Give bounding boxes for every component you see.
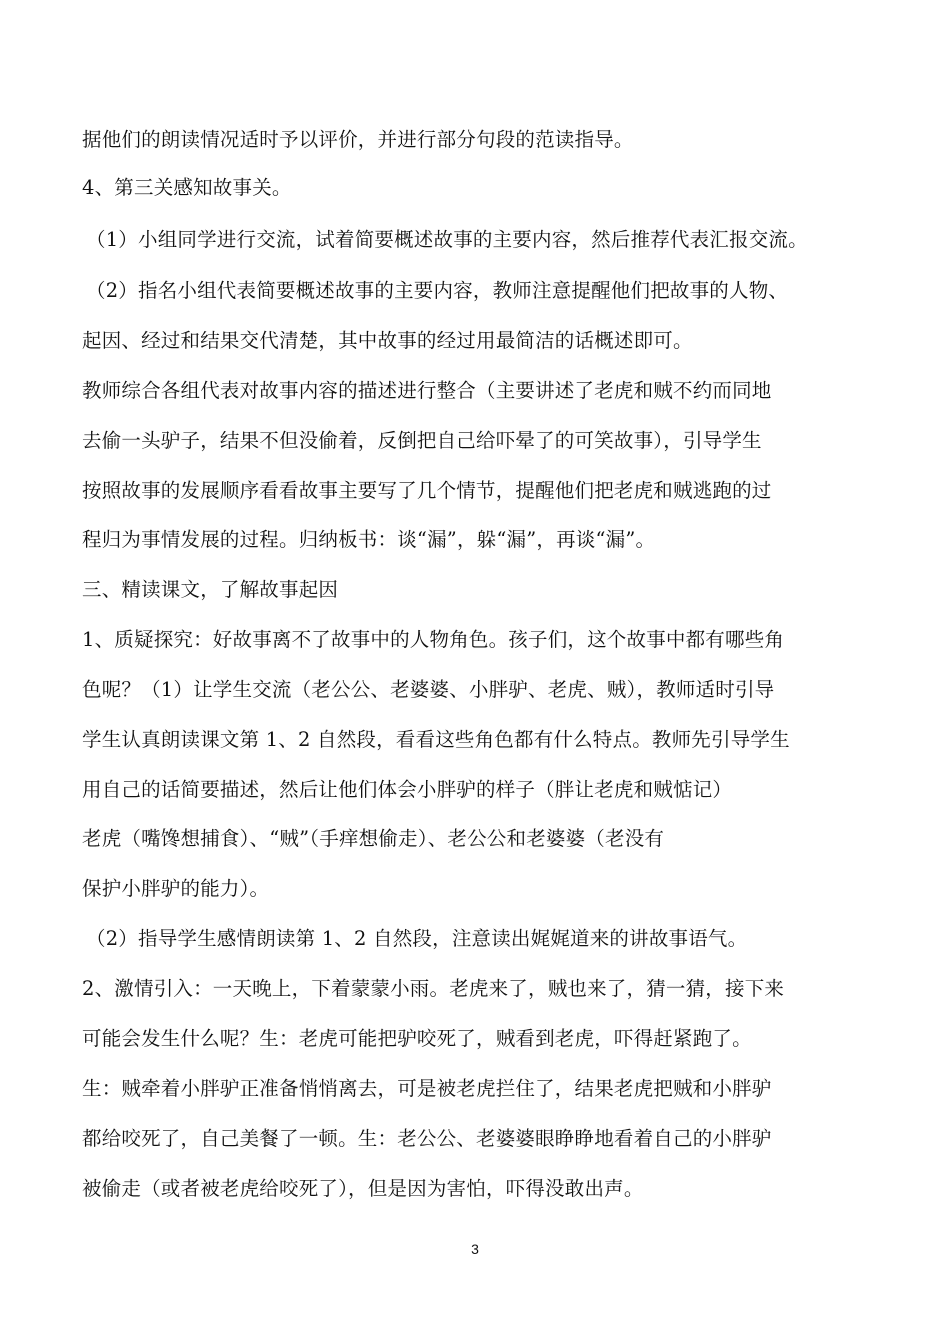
text-line: 学生认真朗读课文第 1、2 自然段，看看这些角色都有什么特点。教师先引导学生 (82, 728, 790, 751)
text-line: （2）指导学生感情朗读第 1、2 自然段，注意读出娓娓道来的讲故事语气。 (86, 927, 748, 950)
text-line: 都给咬死了，自己美餐了一顿。生：老公公、老婆婆眼睁睁地看着自己的小胖驴 (82, 1127, 772, 1150)
page-number: 3 (471, 1241, 479, 1257)
text-line: 被偷走（或者被老虎给咬死了），但是因为害怕，吓得没敢出声。 (82, 1177, 644, 1200)
text-line: 去偷一头驴子，结果不但没偷着，反倒把自己给吓晕了的可笑故事），引导学生 (82, 429, 762, 452)
text-line: 教师综合各组代表对故事内容的描述进行整合（主要讲述了老虎和贼不约而同地 (82, 379, 772, 402)
text-line: 可能会发生什么呢？生：老虎可能把驴咬死了，贼看到老虎，吓得赶紧跑了。 (82, 1027, 752, 1050)
text-line: 按照故事的发展顺序看看故事主要写了几个情节，提醒他们把老虎和贼逃跑的过 (82, 479, 772, 502)
text-line: 保护小胖驴的能力）。 (82, 877, 270, 900)
text-line: 生：贼牵着小胖驴正准备悄悄离去，可是被老虎拦住了，结果老虎把贼和小胖驴 (82, 1077, 772, 1100)
text-line: 2、激情引入：一天晚上，下着蒙蒙小雨。老虎来了，贼也来了，猜一猜，接下来 (82, 977, 785, 1000)
text-line: 1、质疑探究：好故事离不了故事中的人物角色。孩子们，这个故事中都有哪些角 (82, 628, 785, 651)
text-line: （2）指名小组代表简要概述故事的主要内容，教师注意提醒他们把故事的人物、 (86, 279, 789, 302)
text-line: 4、第三关感知故事关。 (82, 176, 292, 199)
text-line: （1）小组同学进行交流，试着简要概述故事的主要内容，然后推荐代表汇报交流。 (86, 228, 808, 251)
section-heading: 三、精读课文，了解故事起因 (82, 578, 339, 601)
text-line: 起因、经过和结果交代清楚，其中故事的经过用最简洁的话概述即可。 (82, 329, 693, 352)
text-line: 用自己的话简要描述，然后让他们体会小胖驴的样子（胖让老虎和贼惦记） (82, 778, 733, 801)
text-line: 程归为事情发展的过程。归纳板书：谈“漏”，躲“漏”，再谈“漏”。 (82, 528, 656, 551)
text-line: 老虎（嘴馋想捕食）、“贼”（手痒想偷走）、老公公和老婆婆（老没有 (82, 827, 665, 850)
text-line: 色呢？（1）让学生交流（老公公、老婆婆、小胖驴、老虎、贼），教师适时引导 (82, 678, 775, 701)
text-line: 据他们的朗读情况适时予以评价，并进行部分句段的范读指导。 (82, 128, 634, 151)
